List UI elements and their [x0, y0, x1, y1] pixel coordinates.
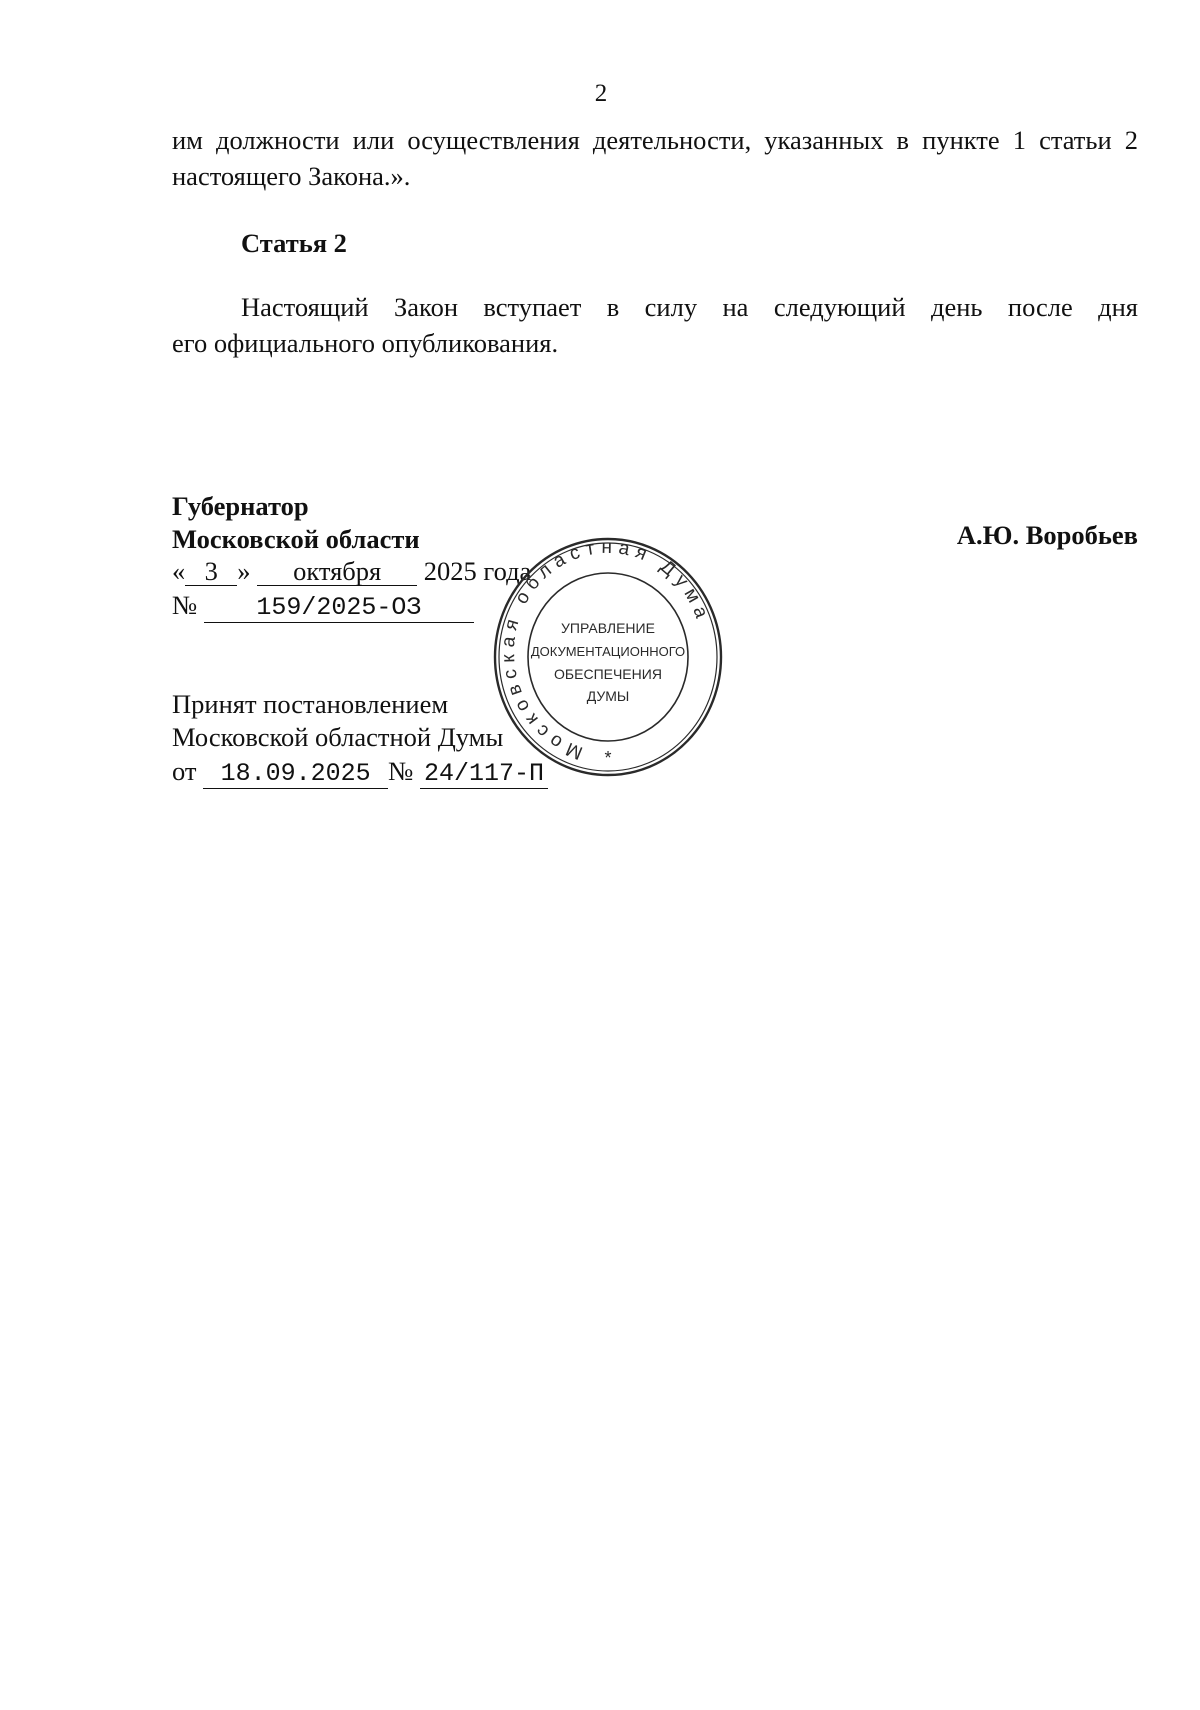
paragraph-line: его официального опубликования.: [172, 328, 559, 358]
date-open-quote: «: [172, 556, 186, 586]
adoption-number-sign: №: [388, 756, 414, 786]
law-number-line: [172, 590, 474, 623]
date-month: октября: [257, 557, 417, 586]
adoption-prefix: от: [172, 756, 197, 786]
signature-title-line: Губернатор: [172, 491, 309, 521]
paragraph-line: Настоящий Закон вступает в силу на следующий день после дня: [241, 292, 1138, 322]
paragraph-line: настоящего Закона.».: [172, 161, 411, 191]
adoption-line: Принят постановлением: [172, 689, 449, 719]
signature-title-line: Московской области: [172, 524, 420, 554]
official-seal: [492, 536, 724, 778]
law-number: 159/2025-ОЗ: [204, 594, 474, 623]
seal-center-line: УПРАВЛЕНИЕ: [561, 620, 655, 636]
adoption-line: Московской областной Думы: [172, 722, 504, 752]
seal-ring-text: Московская областная Дума: [497, 536, 714, 764]
article-heading: Статья 2: [241, 228, 347, 258]
number-sign: №: [172, 590, 198, 620]
seal-center-line: ОБЕСПЕЧЕНИЯ: [554, 666, 662, 682]
paragraph-continuation: [172, 122, 1138, 194]
seal-star: *: [604, 748, 612, 768]
signature-title: [172, 490, 420, 556]
date-day: 3: [185, 557, 237, 586]
seal-center-line: ДУМЫ: [586, 688, 630, 704]
date-close-quote: »: [237, 556, 251, 586]
seal-center-line: ДОКУМЕНТАЦИОННОГО: [530, 644, 686, 659]
adoption-date: 18.09.2025: [203, 760, 388, 789]
article-2-paragraph: [172, 289, 1138, 361]
law-date-line: [172, 556, 531, 587]
adoption-number: 24/117-П: [420, 760, 548, 789]
governor-name: А.Ю. Воробьев: [956, 520, 1138, 550]
paragraph-line: им должности или осуществления деятельности, указанных в пункте 1 статьи 2: [172, 125, 1138, 155]
date-year: 2025 года: [423, 556, 532, 586]
page-number: 2: [594, 80, 608, 107]
